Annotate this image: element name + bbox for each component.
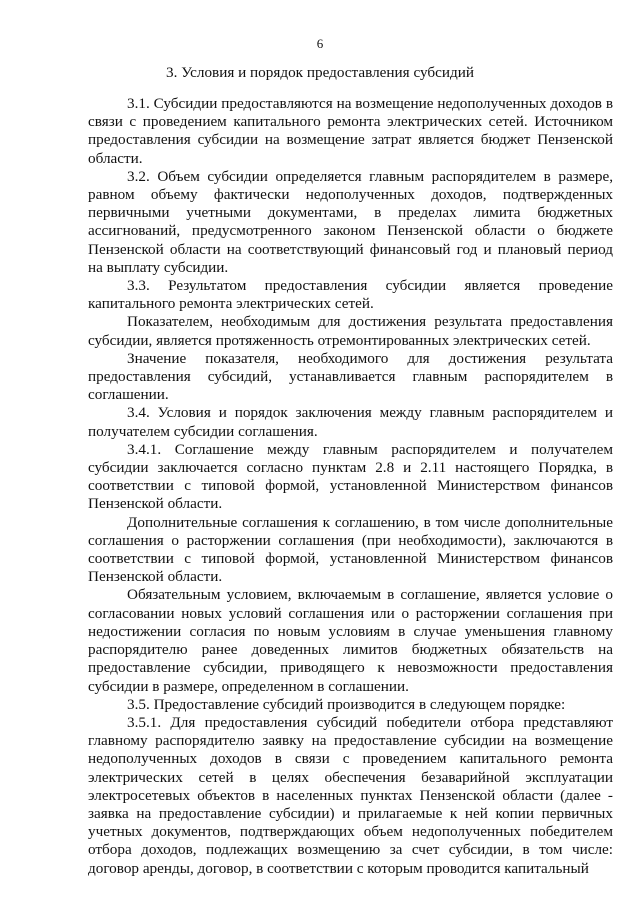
paragraph-3-5-1: 3.5.1. Для предоставления субсидий победители отбора представляют главному распорядителю заявку на предоставление субсидии на возмещение недополученных доходов в связи с проведением капитального ремонта электрических сетей в целях обеспечения безаварийной эксплуатации электросетевых объектов в населенных пунктах Пензенской области (далее - заявка на предоставление субсидии) и прилагаемые к ней копии первичных учетных документов, подтверждающих объем недополученных победителем отбора доходов, подлежащих возмещению за счет субсидии, в том числе: договор аренды, договор, в соответствии с которым проводится капитальный — [88, 713, 613, 877]
paragraph-mandatory-condition: Обязательным условием, включаемым в соглашение, является условие о согласовании новых условий соглашения или о расторжении соглашения при недостижении согласия по новым условиям в случае уменьшения главному распорядителю ранее доведенных лимитов бюджетных обязательств на предоставление субсидии, приводящего к невозможности предоставления субсидии в размере, определенном в соглашении. — [88, 586, 613, 695]
paragraph-3-1: 3.1. Субсидии предоставляются на возмещение недополученных доходов в связи с проведением капитального ремонта электрических сетей. Источником предоставления субсидии на возмещение затрат является бюджет Пензенской области. — [88, 95, 613, 167]
paragraph-indicator-value: Значение показателя, необходимого для достижения результата предоставления субсидий, устанавливается главным распорядителем в соглашении. — [88, 349, 613, 404]
paragraph-3-4: 3.4. Условия и порядок заключения между главным распорядителем и получателем субсидии соглашения. — [88, 404, 613, 440]
paragraph-3-3: 3.3. Результатом предоставления субсидии является проведение капитального ремонта электрических сетей. — [88, 277, 613, 313]
section-title: 3. Условия и порядок предоставления субсидий — [166, 64, 474, 81]
page-number: 6 — [316, 36, 324, 51]
paragraph-indicator: Показателем, необходимым для достижения результата предоставления субсидии, является протяженность отремонтированных электрических сетей. — [88, 313, 613, 349]
paragraph-additional-agreements: Дополнительные соглашения к соглашению, в том числе дополнительные соглашения о расторжении соглашения (при необходимости), заключаются в соответствии с типовой формой, установленной Министерством финансов Пензенской области. — [88, 513, 613, 586]
paragraph-3-4-1: 3.4.1. Соглашение между главным распорядителем и получателем субсидии заключается согласно пунктам 2.8 и 2.11 настоящего Порядка, в соответствии с типовой формой, установленной Министерством финансов Пензенской области. — [88, 440, 613, 513]
paragraph-3-2: 3.2. Объем субсидии определяется главным распорядителем в размере, равном объему фактически недополученных доходов, подтвержденных первичными учетными документами, в пределах лимита бюджетных ассигнований, предусмотренного законом Пензенской области о бюджете Пензенской области на соответствующий финансовый год и плановый период на выплату субсидии. — [88, 167, 613, 276]
paragraph-3-5: 3.5. Предоставление субсидий производится в следующем порядке: — [127, 695, 566, 713]
document-body — [88, 95, 613, 878]
